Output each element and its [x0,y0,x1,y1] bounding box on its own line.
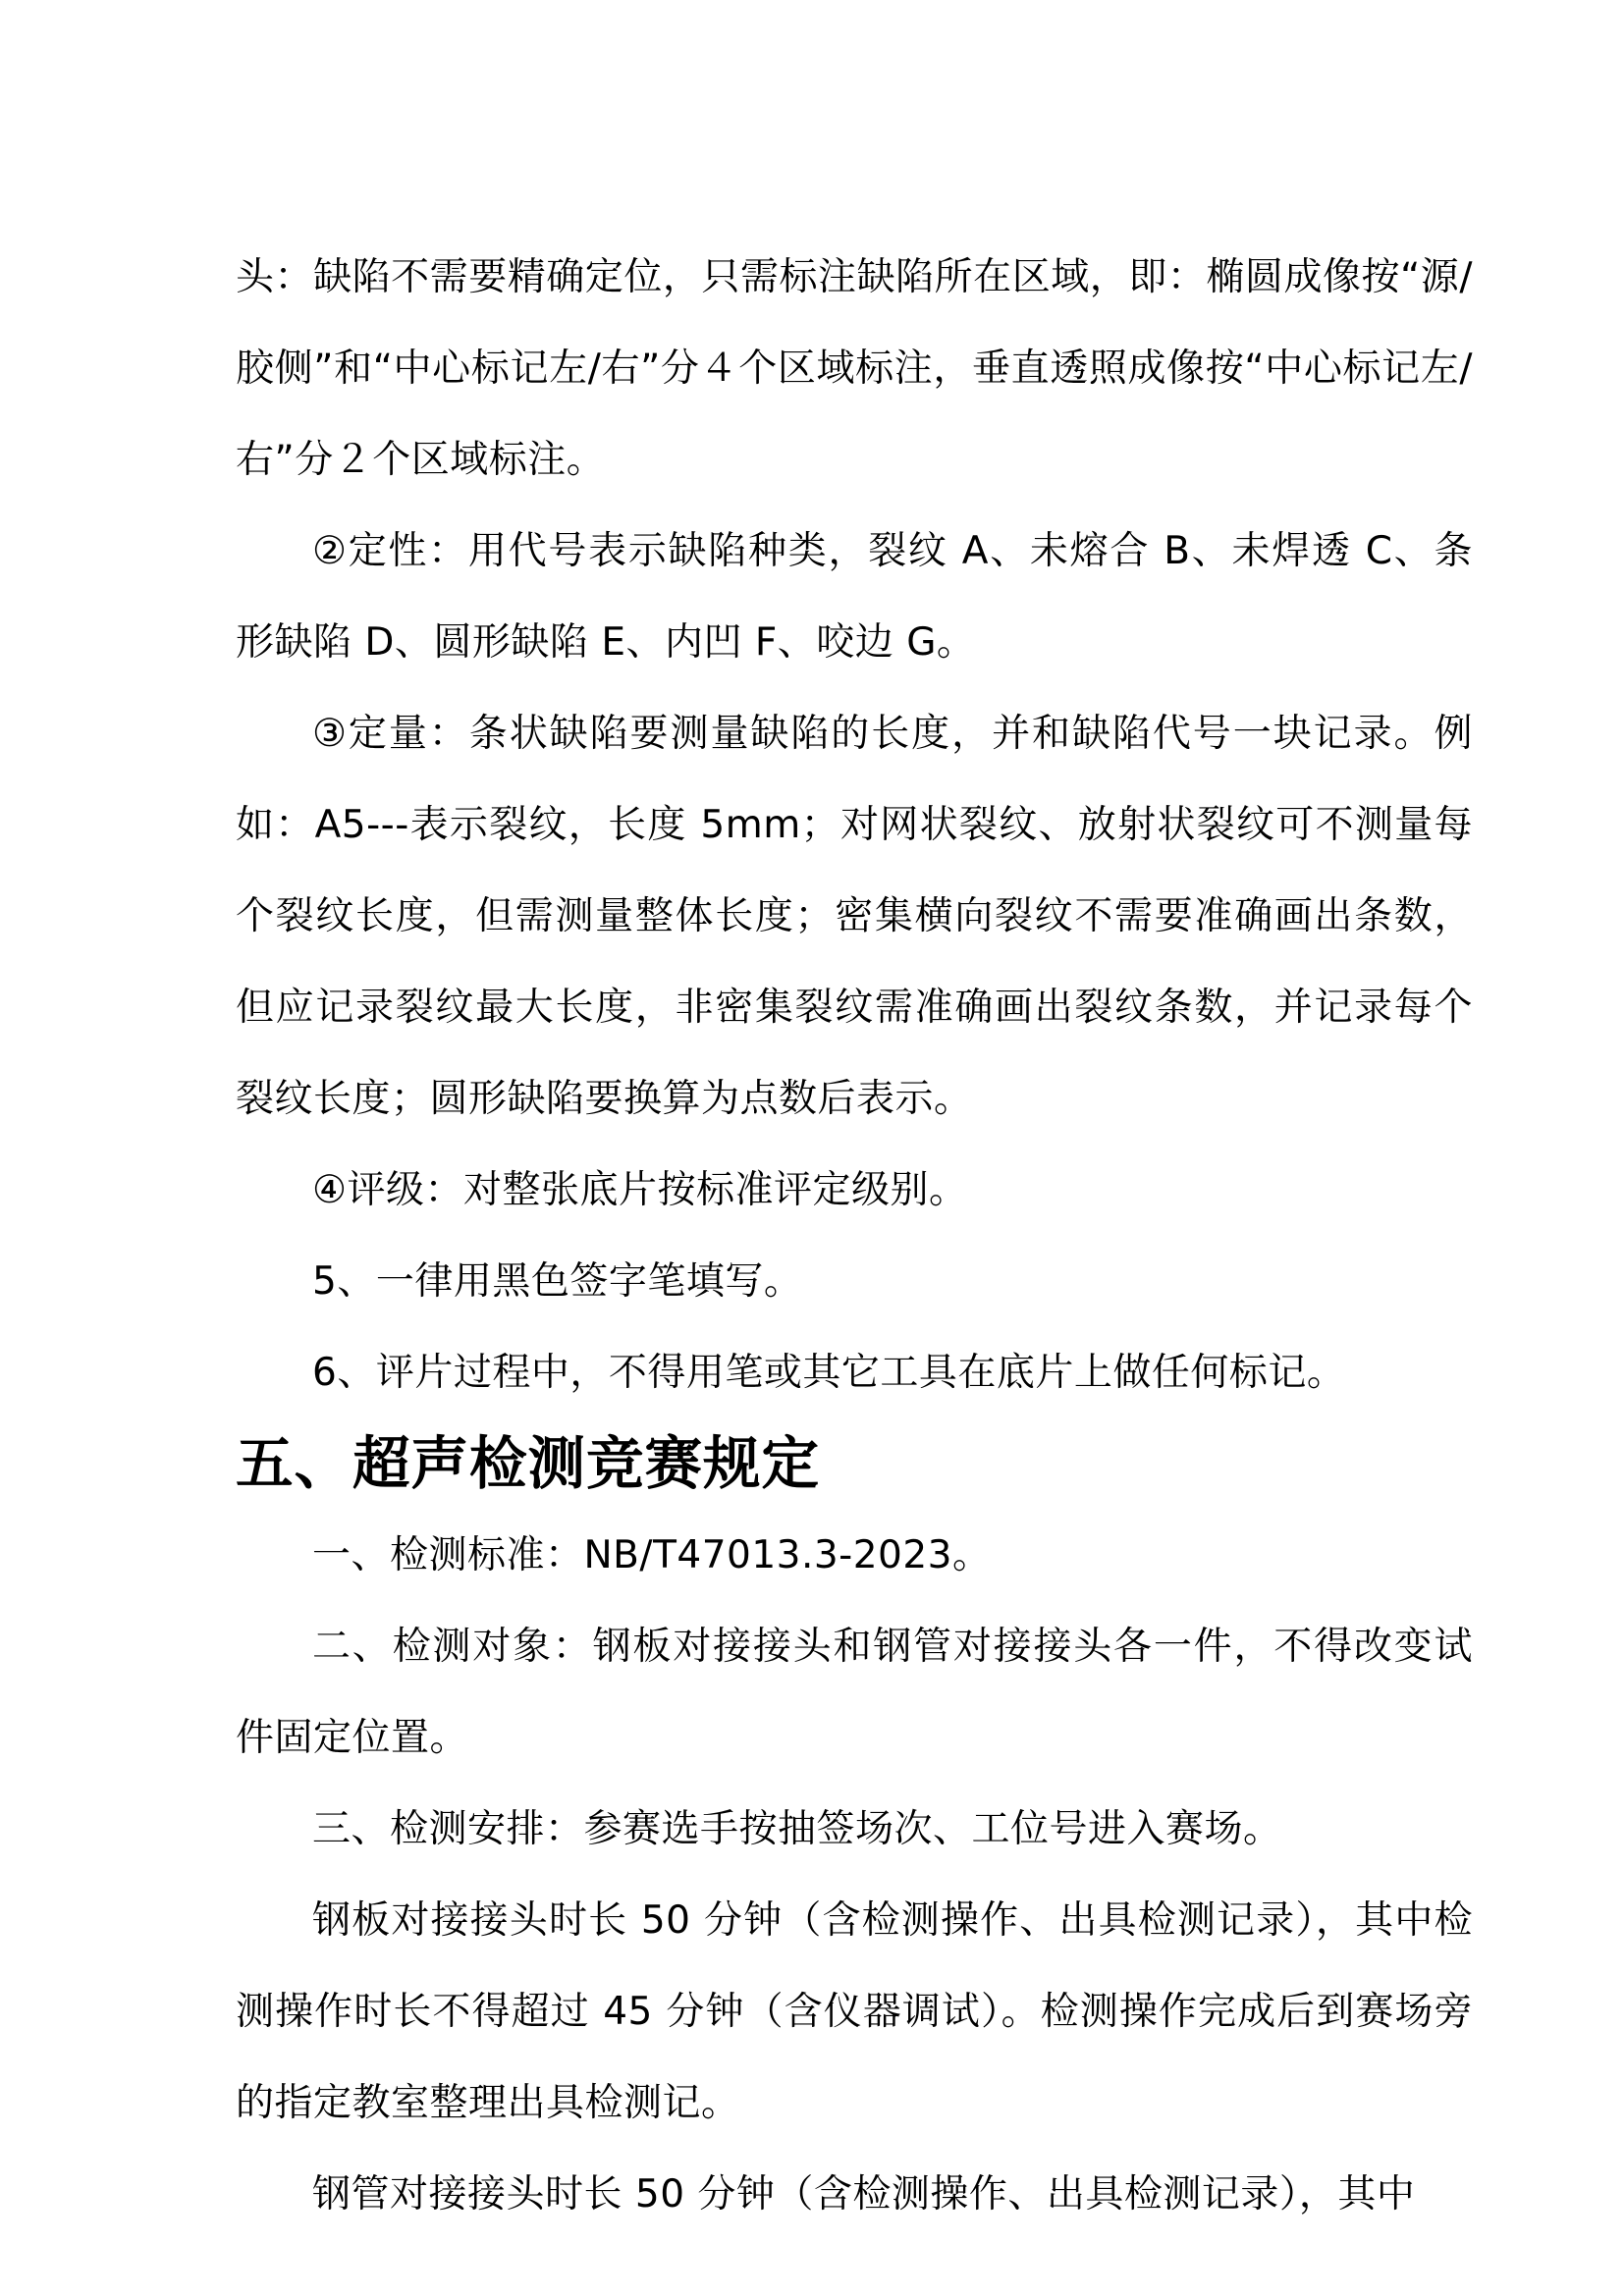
paragraph-testing-standard: 一、检测标准：NB/T47013.3-2023。 [312,1533,992,1577]
section-heading-ultrasonic: 五、超声检测竞赛规定 [236,1430,821,1497]
paragraph-defect-quantitative: ③定量：条状缺陷要测量缺陷的长度，并和缺陷代号一块记录。例如：A5---表示裂纹，长度 5mm；对网状裂纹、放射状裂纹可不测量每个裂纹长度，但需测量整体长度；密集横向裂纹不需要准确画出条数，但应记录裂纹最大长度，非密集裂纹需准确画出裂纹条数，并记录每个裂纹长度；圆形缺陷要换算为点数后表示。 [236,712,1473,1121]
paragraph-black-pen-rule: 5、一律用黑色签字笔填写。 [312,1259,803,1304]
paragraph-testing-arrangement: 三、检测安排：参赛选手按抽签场次、工位号进入赛场。 [312,1807,1282,1851]
paragraph-no-marking-rule: 6、评片过程中，不得用笔或其它工具在底片上做任何标记。 [312,1351,1346,1395]
paragraph-steel-plate-duration: 钢板对接接头时长 50 分钟（含检测操作、出具检测记录），其中检测操作时长不得超过 45 分钟（含仪器调试）。检测操作完成后到赛场旁的指定教室整理出具检测记。 [236,1898,1473,2125]
paragraph-rating: ④评级：对整张底片按标准评定级别。 [312,1168,968,1212]
paragraph-defect-qualitative: ②定性：用代号表示缺陷种类，裂纹 A、未熔合 B、未焊透 C、条形缺陷 D、圆形缺陷 E、内凹 F、咬边 G。 [236,529,1473,665]
paragraph-testing-objects: 二、检测对象：钢板对接接头和钢管对接接头各一件，不得改变试件固定位置。 [236,1625,1473,1760]
paragraph-defect-location-continued: 头：缺陷不需要精确定位，只需标注缺陷所在区域，即：椭圆成像按“源/胶侧”和“中心标记左/右”分４个区域标注，垂直透照成像按“中心标记左/右”分２个区域标注。 [236,255,1473,482]
document-body [236,232,1473,2240]
paragraph-steel-pipe-duration: 钢管对接接头时长 50 分钟（含检测操作、出具检测记录），其中 [312,2172,1416,2216]
